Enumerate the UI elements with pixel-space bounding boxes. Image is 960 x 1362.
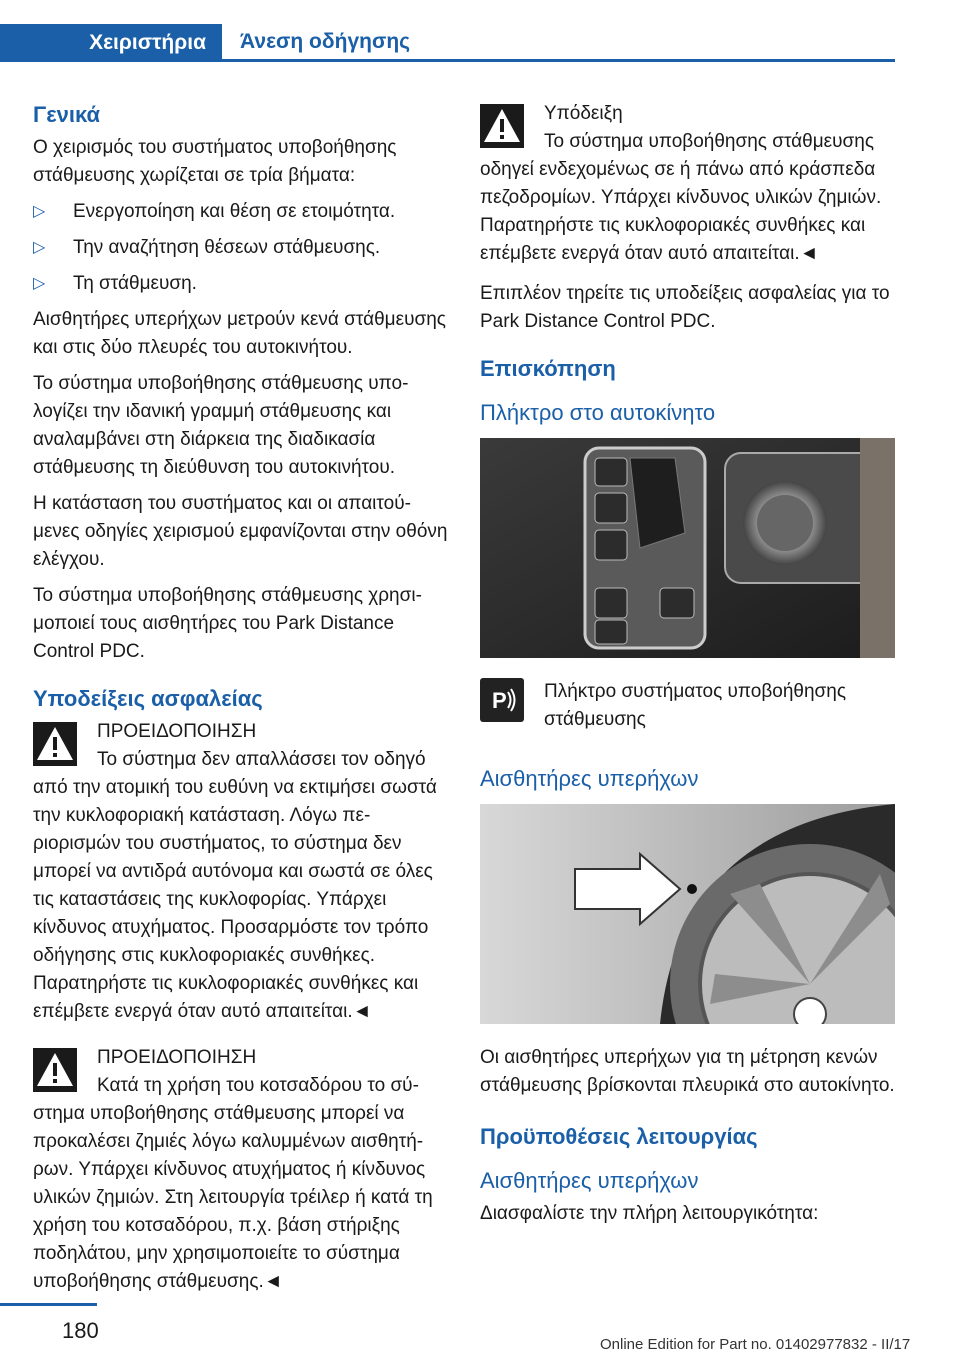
safety-title: Υποδείξεις ασφαλείας bbox=[33, 686, 263, 711]
step-item: ▷ Τη στάθμευση. bbox=[33, 270, 448, 298]
general-intro: Ο χειρισμός του συστήματος υποβοήθησης στάθμευσης χωρίζεται σε τρία βήματα: bbox=[33, 137, 397, 186]
tab-controls[interactable]: Χειριστήρια bbox=[0, 24, 222, 62]
hint-block bbox=[480, 100, 895, 268]
edition-note: Online Edition for Part no. 01402977832 - II/17 bbox=[600, 1336, 911, 1353]
sensors-title: Αισθητήρες υπερήχων bbox=[480, 766, 699, 791]
button-caption-row bbox=[480, 678, 895, 742]
left-column bbox=[33, 100, 448, 1308]
warning-block-2 bbox=[33, 1044, 448, 1296]
step-item: ▷ Την αναζήτηση θέσεων στάθμευσης. bbox=[33, 234, 448, 262]
button-title: Πλήκτρο στο αυτοκίνητο bbox=[480, 400, 716, 425]
warning-heading: ΠΡΟΕΙΔΟΠΟΙΗΣΗ bbox=[97, 1047, 257, 1068]
center-console-image bbox=[480, 438, 895, 658]
warning-heading: ΠΡΟΕΙΔΟΠΟΙΗΣΗ bbox=[97, 721, 257, 742]
button-caption: Πλήκτρο συστήματος υποβοήθησης στάθμευσης bbox=[544, 681, 846, 730]
right-column bbox=[480, 100, 895, 1236]
hint-heading: Υπόδειξη bbox=[544, 103, 623, 124]
console-photo bbox=[480, 438, 895, 658]
warning-block-1 bbox=[33, 718, 448, 1026]
paragraph-status: Η κατάσταση του συστήματος και οι απαιτούμενες οδηγίες χειρισμού εμφανίζονται στην οθόνη ελέγχου. bbox=[33, 493, 448, 570]
paragraph-sensors: Αισθητήρες υπερήχων μετρούν κενά στάθμευσης και στις δύο πλευρές του αυτοκινήτου. bbox=[33, 309, 446, 358]
sensors-caption: Οι αισθητήρες υπερήχων για τη μέτρηση κενών στάθμευσης βρίσκονται πλευρικά στο αυτοκίνητο. bbox=[480, 1047, 895, 1096]
tab-driving-comfort[interactable]: Άνεση οδήγησης bbox=[222, 24, 895, 62]
general-title: Γενικά bbox=[33, 102, 101, 127]
paragraph-pdc: Το σύστημα υποβοήθησης στάθμευσης χρησιμοποιεί τους αισθητήρες του Park Distance Control PDC. bbox=[33, 585, 422, 662]
overview-title: Επισκόπηση bbox=[480, 356, 616, 381]
svg-text:P: P bbox=[492, 688, 507, 713]
warning-text: Κατά τη χρήση του κοτσαδόρου το σύστημα υποβοήθησης στάθμευσης μπορεί να προκαλέσει ζημιές λόγω καλυμμένων αισθητήρων. Υπάρχει κίνδυνος ατυχήματος ή κίνδυνος υλικών ζημιών. Στη λειτουργία τρέιλερ ή κατά τη χρήση του κοτσαδόρου, π.χ. βάση στήριξης ποδηλάτου, μην χρησιμοποιείτε το σύστημα υποβοήθησης στάθμευσης.◄ bbox=[33, 1075, 433, 1292]
steps-list bbox=[33, 198, 448, 298]
prerequisites-text: Διασφαλίστε την πλήρη λειτουργικότητα: bbox=[480, 1203, 819, 1224]
hint-text: Το σύστημα υποβοήθησης στάθμευσης οδηγεί ενδεχομένως σε ή πάνω από κράσπεδα πεζοδρομίων. Υπάρχει κίνδυνος υλικών ζημιών. Παρατηρήστε τις κυκλοφοριακές συνθήκες και επέμβετε ενεργά όταν αυτό απαιτείται.◄ bbox=[480, 131, 882, 264]
prerequisites-subtitle: Αισθητήρες υπερήχων bbox=[480, 1168, 699, 1193]
wheel-photo bbox=[480, 804, 895, 1024]
footer-line bbox=[0, 1303, 97, 1306]
header-tabs bbox=[0, 24, 895, 62]
warning-triangle-icon bbox=[480, 104, 524, 148]
paragraph-calculation: Το σύστημα υποβοήθησης στάθμευσης υπολογίζει την ιδανική γραμμή στάθμευσης και αναλαμβάνει στη διάρκεια της διαδικασία στάθμευσης τη διεύθυνση του αυτοκινήτου. bbox=[33, 373, 409, 478]
prerequisites-title: Προϋποθέσεις λειτουργίας bbox=[480, 1124, 758, 1149]
parking-assistant-icon bbox=[480, 678, 524, 722]
warning-triangle-icon bbox=[33, 722, 77, 766]
step-item: ▷ Ενεργοποίηση και θέση σε ετοιμότητα. bbox=[33, 198, 448, 226]
warning-text: Το σύστημα δεν απαλλάσσει τον οδηγό από την ατομική του ευθύνη να εκτιμήσει σωστά την κυκλοφοριακή κατάσταση. Λόγω περιορισμών του συστήματος, το σύστημα δεν μπορεί να αντιδρά αυτόνομα και σωστά σε όλες τις καταστάσεις της κυκλοφορίας. Υπάρχει κίνδυνος ατυχήματος. Προσαρμόστε τον τρόπο οδήγησης στις κυκλοφοριακές συνθήκες. Παρατηρήστε τις κυκλοφοριακές συνθήκες και επέμβετε ενεργά όταν αυτό απαιτείται.◄ bbox=[33, 749, 437, 1022]
pdc-paragraph: Επιπλέον τηρείτε τις υποδείξεις ασφαλείας για το Park Distance Control PDC. bbox=[480, 283, 890, 332]
page-number: 180 bbox=[62, 1318, 99, 1343]
wheel-sensor-image bbox=[480, 804, 895, 1024]
warning-triangle-icon bbox=[33, 1048, 77, 1092]
